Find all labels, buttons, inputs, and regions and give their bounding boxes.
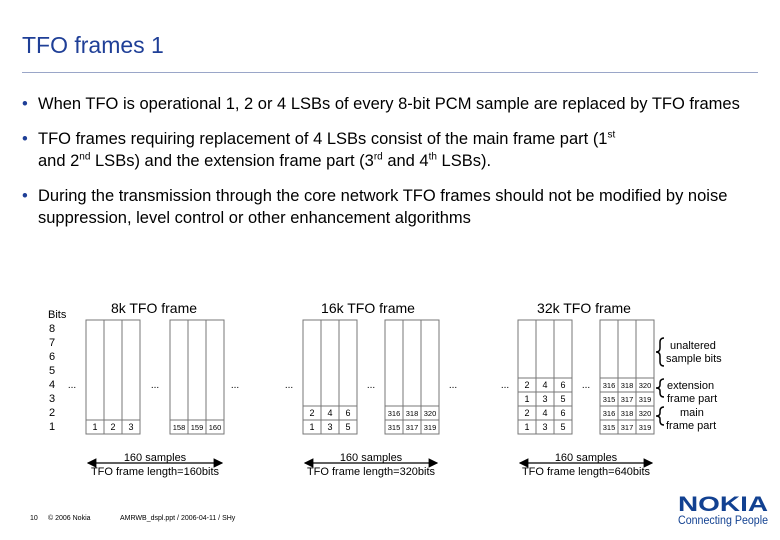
cell-value: 5 (560, 394, 566, 404)
ellipsis: ... (500, 380, 510, 391)
file-info: AMRWB_dspl.ppt / 2006-04-11 / SHy (120, 515, 236, 522)
brace-icon (656, 407, 664, 425)
cell-value: 315 (602, 423, 616, 432)
bullet-dot-icon: • (22, 130, 28, 148)
cell-value: 317 (620, 395, 634, 404)
cell-value: 318 (620, 381, 634, 390)
annotation-main: main (680, 407, 704, 419)
cell-value: 6 (560, 380, 566, 390)
copyright: © 2006 Nokia (48, 515, 91, 522)
annotation-unaltered: unaltered (670, 340, 716, 352)
ellipsis: ... (67, 380, 77, 391)
cell-value: 319 (423, 423, 437, 432)
logo-wordmark: NOKIA (678, 493, 768, 516)
bit-annotations (656, 338, 722, 432)
ellipsis: ... (230, 380, 240, 391)
cell-value: 3 (542, 394, 548, 404)
annotation-unaltered: sample bits (666, 353, 722, 365)
cell-value: 3 (327, 422, 333, 432)
cell-value: 4 (542, 380, 548, 390)
cell-value: 5 (560, 422, 566, 432)
cell-value: 320 (423, 409, 437, 418)
bit-number: 6 (48, 351, 56, 363)
slide-title: TFO frames 1 (22, 32, 164, 58)
cell-value: 2 (524, 408, 530, 418)
samples-label: 160 samples (339, 452, 403, 464)
bit-number: 1 (48, 421, 56, 433)
cell-value: 159 (190, 423, 204, 432)
frame-16k (285, 300, 457, 478)
bit-number: 2 (48, 407, 56, 419)
frame-title: 32k TFO frame (537, 300, 631, 316)
bullet-text: When TFO is operational 1, 2 or 4 LSBs of every 8-bit PCM sample are replaced by TFO frames (38, 95, 740, 113)
samples-label: 160 samples (554, 452, 618, 464)
bullet-text: TFO frames requiring replacement of 4 LSBs consist of the main frame part (1st and 2nd LSBs) and the extension frame part (3rd and 4th LSBs). (38, 129, 616, 170)
annotation-extension: extension (667, 380, 715, 392)
frame-length-label: TFO frame length=160bits (90, 466, 220, 478)
samples-label: 160 samples (123, 452, 187, 464)
cell-value: 316 (387, 409, 401, 418)
frame-length-label: TFO frame length=640bits (521, 466, 651, 478)
tfo-frames-diagram (0, 290, 780, 485)
cell-value: 315 (602, 395, 616, 404)
bullet-list (22, 93, 762, 242)
cell-value: 320 (638, 409, 652, 418)
cell-value: 318 (620, 409, 634, 418)
cell-value: 319 (638, 423, 652, 432)
bit-number-column (49, 323, 55, 433)
frame-title: 16k TFO frame (321, 300, 415, 316)
cell-value: 317 (620, 423, 634, 432)
bit-number: 5 (48, 365, 56, 377)
cell-value: 160 (208, 423, 222, 432)
cell-value: 1 (524, 394, 530, 404)
cell-value: 317 (405, 423, 419, 432)
bullet-item (22, 128, 762, 172)
brace-icon (656, 338, 664, 366)
cell-value: 2 (524, 380, 530, 390)
frame-title: 8k TFO frame (110, 300, 198, 316)
cell-value: 4 (542, 408, 548, 418)
cell-value: 3 (542, 422, 548, 432)
nokia-logo (676, 493, 770, 529)
ellipsis: ... (366, 380, 376, 391)
title-divider (22, 72, 758, 73)
cell-value: 2 (110, 422, 116, 432)
cell-value: 318 (405, 409, 419, 418)
cell-value: 316 (602, 381, 616, 390)
cell-value: 1 (524, 422, 530, 432)
bullet-dot-icon: • (22, 95, 28, 113)
bit-number: 8 (48, 323, 56, 335)
ellipsis: ... (150, 380, 160, 391)
cell-value: 5 (345, 422, 351, 432)
cell-value: 320 (638, 381, 652, 390)
cell-value: 4 (327, 408, 333, 418)
frame-8k (68, 300, 239, 478)
ellipsis: ... (581, 380, 591, 391)
cell-value: 1 (92, 422, 98, 432)
bullet-item (22, 93, 762, 115)
frame-32k (501, 300, 654, 478)
page-number: 10 (30, 515, 38, 522)
cell-value: 6 (345, 408, 351, 418)
cell-value: 315 (387, 423, 401, 432)
annotation-main: frame part (666, 420, 717, 432)
cell-value: 319 (638, 395, 652, 404)
bits-label: Bits (48, 309, 67, 321)
logo-tagline: Connecting People (678, 515, 768, 527)
ellipsis: ... (448, 380, 458, 391)
bit-number: 7 (48, 337, 56, 349)
bullet-dot-icon: • (22, 187, 28, 205)
frame-length-label: TFO frame length=320bits (306, 466, 436, 478)
ellipsis: ... (284, 380, 294, 391)
bit-number: 4 (48, 379, 56, 391)
brace-icon (656, 379, 664, 397)
cell-value: 158 (172, 423, 186, 432)
bullet-item (22, 185, 762, 229)
annotation-extension: frame part (667, 393, 718, 405)
cell-value: 3 (128, 422, 134, 432)
cell-value: 6 (560, 408, 566, 418)
cell-value: 1 (309, 422, 315, 432)
bit-number: 3 (48, 393, 56, 405)
cell-value: 316 (602, 409, 616, 418)
bullet-text: During the transmission through the core network TFO frames should not be modified by noise suppression, level control or other enhancement algorithms (38, 187, 728, 227)
cell-value: 2 (309, 408, 315, 418)
